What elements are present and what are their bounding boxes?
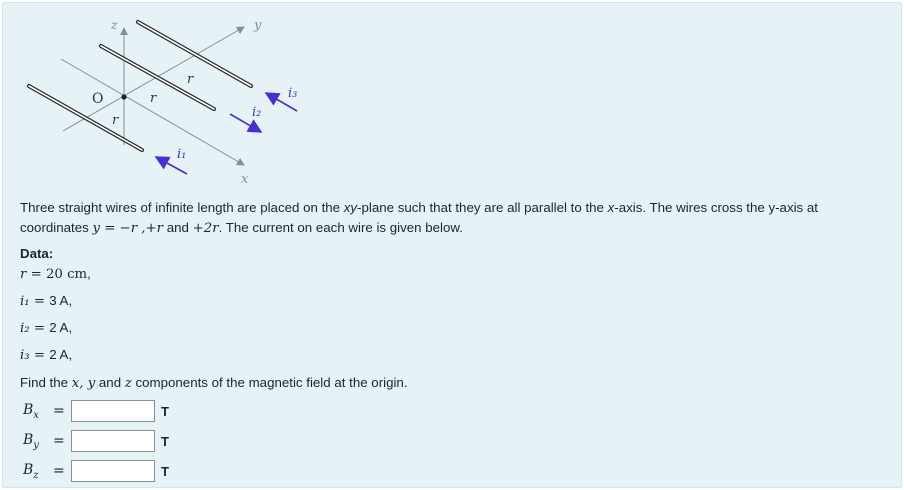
data-i2-comma: ,: [68, 320, 73, 335]
problem-text: -axis. The wires cross the y-axis at coordinates: [20, 200, 818, 235]
problem-text: Three straight wires of infinite length are placed on the: [20, 200, 344, 215]
find-xy: x, y: [71, 376, 96, 391]
unit-tesla: T: [161, 403, 169, 419]
problem-x: x: [607, 200, 615, 215]
data-i3: [20, 347, 72, 363]
bz-input[interactable]: [71, 460, 155, 482]
data-i3-comma: ,: [68, 347, 73, 362]
find-z: z: [124, 376, 132, 391]
data-r-value: 20 cm: [45, 267, 88, 282]
equals-sign: =: [53, 463, 65, 479]
label-r-wire3: r: [187, 72, 194, 87]
answer-label-bx: $B_x$: [23, 401, 39, 421]
problem-coords: y = −r ,+r: [92, 221, 164, 236]
bx-input[interactable]: [71, 400, 155, 422]
answer-row-by: [23, 429, 169, 453]
data-i1-symbol: i₁: [20, 294, 30, 309]
label-i2: i₂: [252, 105, 262, 120]
question-card: [2, 2, 902, 488]
label-y-axis: y: [254, 18, 262, 33]
label-origin: O: [92, 91, 104, 107]
data-i2-value: 2 A: [49, 320, 69, 335]
problem-coord3: +2r: [192, 221, 219, 236]
unit-tesla: T: [161, 463, 169, 479]
label-z-axis: z: [111, 18, 118, 32]
equals-sign: =: [53, 433, 65, 449]
answer-row-bz: [23, 459, 169, 483]
problem-text: . The current on each wire is given below.: [218, 220, 463, 235]
data-i1-value: 3 A: [49, 293, 69, 308]
data-r: [20, 266, 91, 282]
find-text: and: [95, 375, 125, 390]
problem-text: and: [163, 220, 193, 235]
data-i1-comma: ,: [68, 293, 73, 308]
problem-text: -plane such that they are all parallel to the: [357, 200, 608, 215]
label-x-axis: x: [241, 172, 249, 187]
data-r-eq: =: [26, 267, 46, 282]
data-i2-eq: =: [29, 321, 50, 336]
answer-label-bz: $B_z$: [23, 461, 39, 481]
data-i3-value: 2 A: [49, 347, 69, 362]
data-i1: [20, 293, 72, 309]
data-i2: [20, 320, 72, 336]
y-axis: [63, 27, 244, 131]
unit-tesla: T: [161, 433, 169, 449]
find-text: Find the: [20, 375, 72, 390]
data-title: Data:: [20, 246, 54, 261]
equals-sign: =: [53, 403, 65, 419]
label-i1: i₁: [177, 147, 187, 162]
problem-statement: [20, 198, 880, 239]
wires-diagram: [3, 3, 343, 193]
answer-label-by: $B_y$: [23, 431, 39, 451]
find-instruction: [20, 375, 408, 391]
label-i3: i₃: [288, 86, 298, 101]
data-i3-symbol: i₃: [20, 348, 30, 363]
by-input[interactable]: [71, 430, 155, 452]
answer-row-bx: [23, 399, 169, 423]
label-r-wire2: r: [150, 91, 157, 106]
origin-point: [121, 94, 126, 99]
label-r-wire1: r: [112, 113, 119, 128]
find-text: components of the magnetic field at the origin.: [131, 375, 408, 390]
data-i3-eq: =: [29, 348, 50, 363]
problem-xy: xy: [343, 200, 358, 215]
data-i1-eq: =: [29, 294, 50, 309]
data-i2-symbol: i₂: [20, 321, 30, 336]
data-r-comma: ,: [87, 266, 91, 281]
data-r-symbol: r: [20, 267, 27, 282]
